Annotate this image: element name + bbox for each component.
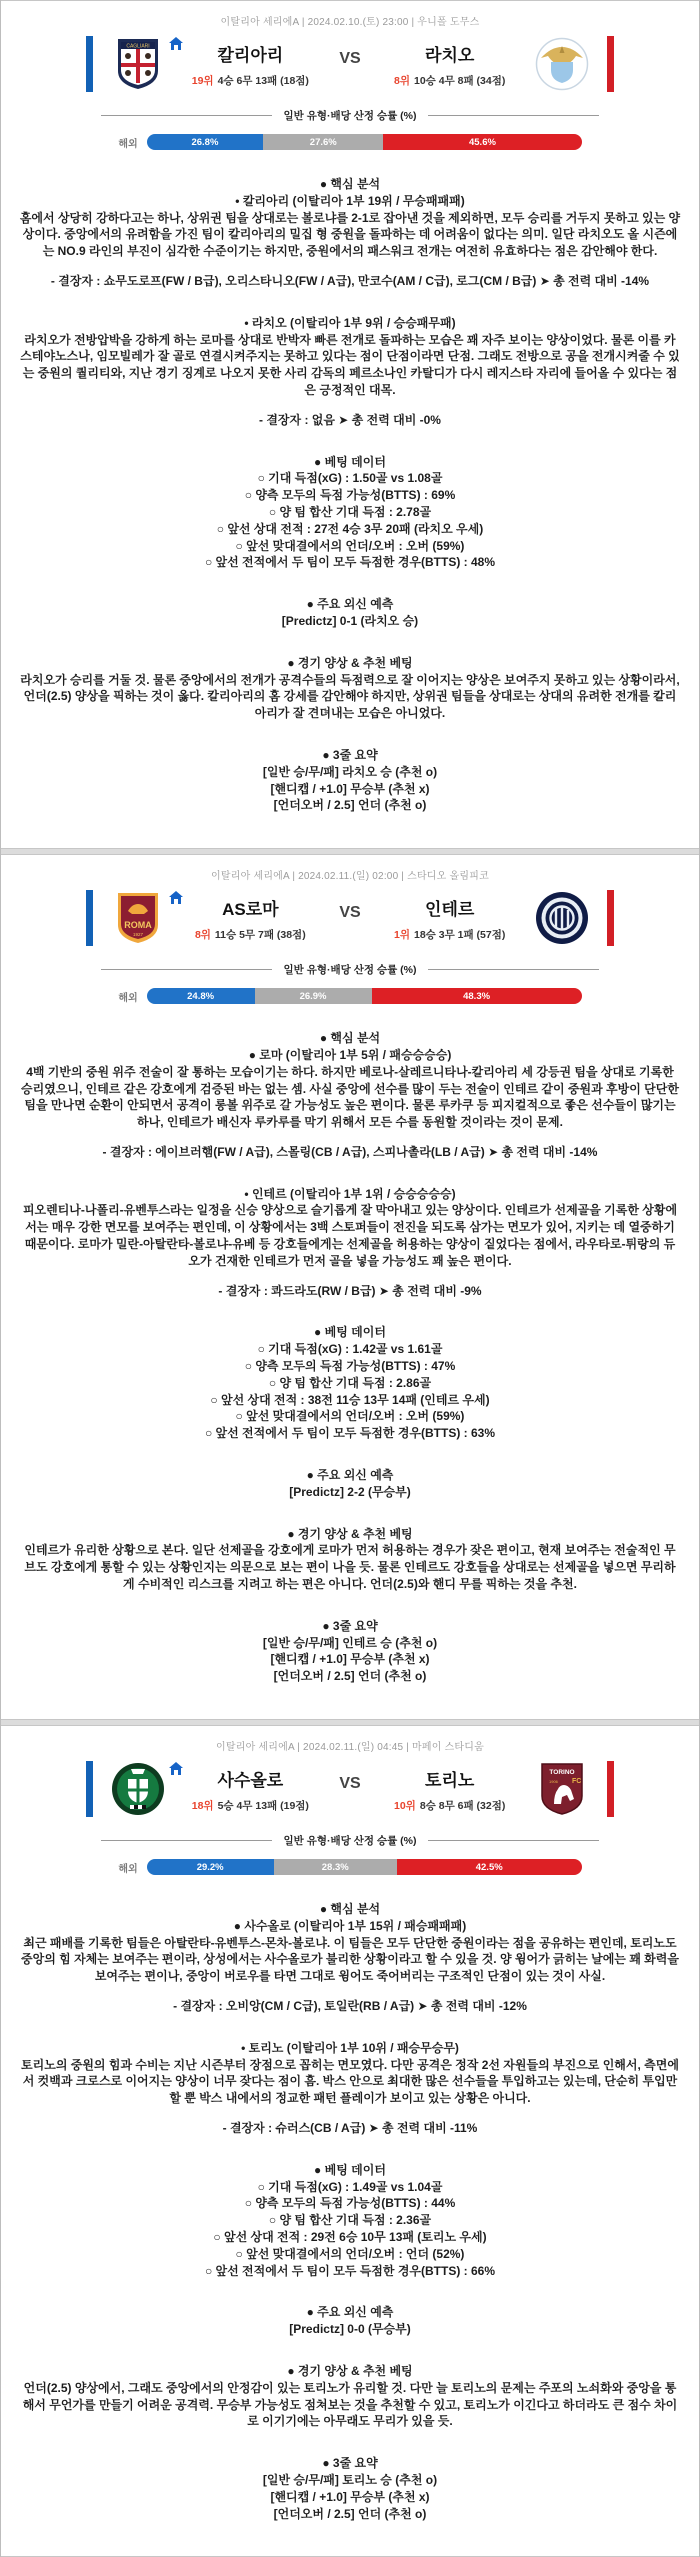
data-line: ○ 앞선 전적에서 두 팀이 모두 득점한 경우(BTTS) : 66% <box>204 2263 496 2278</box>
draw-pct-label: 28.3% <box>321 1861 349 1873</box>
data-line: ○ 앞선 맞대결에서의 언더/오버 : 오버 (59%) <box>235 538 465 553</box>
home-team-record: 11승 5무 7패 (38점) <box>214 928 306 941</box>
section-heading: ● 핵심 분석 <box>319 177 381 191</box>
section-heading: ● 베팅 데이터 <box>314 1325 386 1340</box>
win-rate-row <box>9 1859 691 1875</box>
odds-divider <box>101 108 599 123</box>
absentee-note: - 결장자 : 쇼무도로프(FW / B급), 오리스타니오(FW / A급), 만코수(AM / C급), 로그(CM / B급) ➤ 총 전력 대비 -14% <box>50 273 650 288</box>
data-line: ○ 기대 득점(xG) : 1.49골 vs 1.04골 <box>257 2179 443 2194</box>
away-crest <box>533 1761 591 1817</box>
data-line: ○ 기대 득점(xG) : 1.42골 vs 1.61골 <box>257 1342 443 1357</box>
away-team-record: 18승 3무 1패 (57점) <box>413 928 506 941</box>
analysis-content <box>9 1901 691 2522</box>
home-team-record-row <box>171 1798 329 1813</box>
divider-line <box>428 1840 599 1841</box>
match-card-sassuolo-torino <box>1 1725 699 2557</box>
team-bullet-line: • 라치오 (이탈리아 1부 9위 / 승승패무패) <box>244 315 456 330</box>
match-header <box>9 890 691 946</box>
home-crest <box>109 1761 167 1817</box>
data-line: ○ 앞선 상대 전적 : 29전 6승 10무 13패 (토리노 우세) <box>213 2229 487 2244</box>
away-team <box>367 895 533 942</box>
section-heading: ● 베팅 데이터 <box>314 454 386 469</box>
match-header <box>9 36 691 92</box>
cagliari-logo-icon <box>115 37 161 91</box>
data-line: [Predictz] 2-2 (무승부) <box>289 1484 411 1499</box>
team-bullet-line: ● 로마 (이탈리아 1부 5위 / 패승승승승) <box>248 1047 452 1062</box>
win-rate-source-label: 해외 <box>118 992 138 1004</box>
analysis-paragraph: 최근 패배를 기록한 팀들은 아탈란타-유벤투스-몬차-볼로냐. 이 팀들은 모두 단단한 중원이라는 점을 공유하는 편인데, 토리노도 중앙의 힘 자체는 보여주는 편이라, 상성에서는 사수올로가 불리한 상황이라고 할 수 있을 것. 양 윙어가 긁히는 날에는 꽤 화력을 보여주는 편이나, 중앙이 버로우를 타면 그대로 윙어도 죽어버리는 구조적인 단점이 있는 것이 사실. <box>21 1935 679 1984</box>
match-meta: 이탈리아 세리에A | 2024.02.11.(일) 02:00 | 스타디오 올림피코 <box>211 871 489 883</box>
draw-pct-label: 26.9% <box>299 990 327 1002</box>
away-team-record-row <box>371 927 529 942</box>
data-line: [일반 승/무/패] 토리노 승 (추천 o) <box>262 2472 438 2487</box>
home-win-pct-label: 24.8% <box>187 990 215 1002</box>
svg-text:FC: FC <box>571 1778 582 1786</box>
data-line: ○ 양측 모두의 득점 가능성(BTTS) : 69% <box>244 488 456 503</box>
data-line: ○ 앞선 전적에서 두 팀이 모두 득점한 경우(BTTS) : 48% <box>204 555 496 570</box>
analysis-content <box>9 1030 691 1685</box>
home-team-name: 칼리아리 <box>217 45 284 65</box>
away-team-name: 라치오 <box>425 45 475 65</box>
away-team-name: 토리노 <box>425 1770 475 1790</box>
home-win-segment <box>147 1859 274 1875</box>
away-team-record: 10승 4무 8패 (34점) <box>413 74 506 87</box>
odds-divider-label: 일반 유형·배당 산정 승률 (%) <box>283 1835 417 1848</box>
absentee-note: - 결장자 : 없음 ➤ 총 전력 대비 -0% <box>259 412 441 427</box>
section-heading: ● 3줄 요약 <box>322 2456 378 2471</box>
analysis-paragraph: 라치오가 전방압박을 강하게 하는 로마를 상대로 반박자 빠른 전개로 돌파하는 모습은 꽤 자주 보이는 양상이었다. 물론 이를 카스테야노스나, 임모빌레가 잘 골로 연결시켜주지는 못하고 있다는 점이 단점이라면 단점. 그래도 전방으로 공을 전개시켜줄 수 있는 중원의 퀄리티와, 지난 경기 징계로 나오지 못한 사리 감독의 페르소나인 카탈디가 다시 레지스타 자리에 들어올 수 있다는 점은 긍정적인 대목. <box>20 332 680 397</box>
analysis-paragraph: 라치오가 승리를 거둘 것. 물론 중앙에서의 전개가 공격수들의 득점력으로 잘 이어지는 양상은 보여주지 못하고 있는 상황이라서, 언더(2.5) 양상을 픽하는 것이 옳다. 칼리아리의 홈 강세를 감안해야 하지만, 상위권 팀들을 상대로는 상대의 유려한 전개를 칼리아리가 잘 견뎌내는 모습은 아니었다. <box>20 672 680 721</box>
win-rate-source-label: 해외 <box>118 1863 138 1875</box>
data-line: ○ 기대 득점(xG) : 1.50골 vs 1.08골 <box>257 471 443 486</box>
away-win-segment <box>397 1859 582 1875</box>
divider-line <box>101 115 272 116</box>
home-win-segment <box>147 988 255 1004</box>
absentee-note: - 결장자 : 오비앙(CM / C급), 토일란(RB / A급) ➤ 총 전력 대비 -12% <box>173 1999 527 2013</box>
match-meta: 이탈리아 세리에A | 2024.02.10.(토) 23:00 | 우니폴 도무스 <box>220 17 480 28</box>
odds-divider-label: 일반 유형·배당 산정 승률 (%) <box>283 964 417 977</box>
match-meta: 이탈리아 세리에A | 2024.02.11.(일) 04:45 | 마페이 스타디움 <box>215 1742 485 1754</box>
roma-logo-icon <box>115 891 161 945</box>
home-accent-bar <box>86 1761 93 1817</box>
away-win-segment <box>372 988 582 1004</box>
away-team-record-row <box>371 1798 529 1813</box>
data-line: [언더오버 / 2.5] 언더 (추천 o) <box>273 798 427 813</box>
home-team <box>167 1766 333 1813</box>
svg-text:ROMA: ROMA <box>124 920 153 931</box>
win-rate-bar <box>147 988 582 1004</box>
data-line: ○ 양측 모두의 득점 가능성(BTTS) : 44% <box>244 2196 456 2211</box>
draw-segment <box>274 1859 397 1875</box>
data-line: [일반 승/무/패] 라치오 승 (추천 o) <box>262 764 438 779</box>
analysis-paragraph: 토리노의 중원의 힘과 수비는 지난 시즌부터 장점으로 꼽히는 면모였다. 다만 공격은 정작 2선 자원들의 부진으로 인해서, 측면에서 컷백과 크로스로 이어지는 양상이 너무 잦다는 점이 흠. 박스 안으로 최대한 많은 선수들을 투입하고는 있는데, 단순히 투입만 할 뿐 박스 내에서의 정교한 패턴 플레이가 보이고 있는 상황은 아니다. <box>21 2057 679 2106</box>
data-line: [핸디캡 / +1.0] 무승부 (추천 x) <box>270 1652 430 1667</box>
away-team-record-row <box>371 73 529 88</box>
win-rate-source-label: 해외 <box>118 138 138 150</box>
sassuolo-logo-icon <box>111 1762 165 1816</box>
svg-text:CAGLIARI: CAGLIARI <box>126 43 150 50</box>
home-team <box>167 895 333 942</box>
win-rate-bar <box>147 1859 582 1875</box>
lazio-logo-icon <box>535 37 589 91</box>
team-bullet-line: • 칼리아리 (이탈리아 1부 19위 / 무승패패패) <box>235 193 465 208</box>
data-line: [핸디캡 / +1.0] 무승부 (추천 x) <box>270 2489 430 2504</box>
absentee-note: - 결장자 : 콰드라도(RW / B급) ➤ 총 전력 대비 -9% <box>218 1283 482 1298</box>
home-icon <box>169 891 183 904</box>
away-team-rank: 8위 <box>394 74 410 87</box>
divider-line <box>101 1840 272 1841</box>
svg-text:1906: 1906 <box>548 1779 558 1785</box>
home-crest <box>109 890 167 946</box>
odds-divider <box>101 962 599 977</box>
home-team-record: 5승 4무 13패 (19점) <box>217 1799 309 1812</box>
data-line: ○ 앞선 상대 전적 : 38전 11승 13무 14패 (인테르 우세) <box>210 1392 490 1407</box>
data-line: [Predictz] 0-1 (라치오 승) <box>281 613 419 628</box>
data-line: ○ 양측 모두의 득점 가능성(BTTS) : 47% <box>244 1359 456 1374</box>
analysis-paragraph: 홈에서 상당히 강하다고는 하나, 상위권 팀을 상대로는 볼로냐를 2-1로 잡아낸 것을 제외하면, 모두 승리를 거두지 못하고 있는 양상이다. 중앙에서의 유려함을 가진 팀이 칼리아리의 밀집 형 중원을 돌파하는 데 어려움이 없다는 의미. 일단 라치오도 올 시즌에는 NO.9 라인의 부진이 심각한 수준이기는 하지만, 중원에서의 패스워크 전개는 여전히 유효하다는 점은 감안해야 한다. <box>19 210 681 259</box>
data-line: [핸디캡 / +1.0] 무승부 (추천 x) <box>270 781 430 796</box>
match-card-roma-inter <box>1 854 699 1720</box>
win-rate-row <box>9 134 691 150</box>
section-heading: ● 베팅 데이터 <box>314 2162 386 2177</box>
away-team <box>367 1766 533 1813</box>
analysis-content <box>9 176 691 814</box>
data-line: [Predictz] 0-0 (무승부) <box>289 2322 411 2337</box>
data-line: ○ 앞선 맞대결에서의 언더/오버 : 오버 (59%) <box>235 1409 465 1424</box>
away-win-pct-label: 42.5% <box>475 1861 503 1873</box>
draw-pct-label: 27.6% <box>309 136 337 148</box>
away-team-record: 8승 8무 6패 (32점) <box>419 1799 506 1812</box>
match-header <box>9 1761 691 1817</box>
vs-label: VS <box>339 50 361 67</box>
home-accent-bar <box>86 36 93 92</box>
odds-divider-label: 일반 유형·배당 산정 승률 (%) <box>283 110 417 122</box>
analysis-paragraph: 4백 기반의 중원 위주 전술이 잘 통하는 모습이기는 하다. 하지만 베로나-살레르니타나-칼리아리 세 강등권 팀을 상대로 기록한 승리였으니, 인테르 같은 강호에게 검증된 바는 없는 셈. 사실 중앙에 선수를 많이 두는 전술이 인테르 같이 중원과 후방이 단단한 팀을 만나면 순환이 안되면서 공격이 롱볼 위주로 갈 가능성도 높은 편이다. 물론 루카쿠 등 피지컬적으로 좋은 선수들이 많기는 하나, 인테르가 배신자 루카루를 막기 위해서 모든 수를 동원할 것이라는 것이 문제. <box>21 1064 679 1130</box>
away-accent-bar <box>607 890 614 946</box>
svg-text:TORINO: TORINO <box>549 1769 575 1777</box>
data-line: ○ 앞선 맞대결에서의 언더/오버 : 언더 (52%) <box>235 2246 465 2261</box>
section-heading: ● 3줄 요약 <box>322 747 378 762</box>
section-heading: ● 경기 양상 & 추천 베팅 <box>287 2363 413 2378</box>
section-heading: ● 주요 외신 예측 <box>306 1468 394 1483</box>
torino-logo-icon <box>539 1762 585 1816</box>
team-bullet-line: ● 사수올로 (이탈리아 1부 15위 / 패승패패패) <box>233 1918 467 1933</box>
match-card-cagliari-lazio <box>1 0 699 849</box>
section-heading: ● 핵심 분석 <box>319 1031 381 1046</box>
home-icon <box>169 37 183 50</box>
home-team-record-row <box>171 73 329 88</box>
analysis-paragraph: 인테르가 유리한 상황으로 본다. 일단 선제골을 강호에게 로마가 먼저 허용하는 경우가 잦은 편이고, 현재 보여주는 전술적인 무브도 강호에게 통할 수 있는 상황인지는 의문으로 보는 편이 나을 듯. 물론 인테르도 강호들을 상대로는 선제골을 넣으면 무리하게 수비적인 리스크를 지려고 하는 편은 아니다. 언더(2.5)와 핸디 무를 픽하는 것을 추천. <box>24 1543 676 1592</box>
away-win-segment <box>383 134 581 150</box>
away-team <box>367 41 533 88</box>
section-heading: ● 주요 외신 예측 <box>306 2305 394 2320</box>
data-line: ○ 양 팀 합산 기대 득점 : 2.86골 <box>268 1375 432 1390</box>
win-rate-row <box>9 988 691 1004</box>
win-rate-bar <box>147 134 582 150</box>
away-team-name: 인테르 <box>425 899 475 919</box>
away-team-rank: 1위 <box>394 928 410 941</box>
team-bullet-line: • 인테르 (이탈리아 1부 1위 / 승승승승승) <box>244 1186 456 1201</box>
data-line: [일반 승/무/패] 인테르 승 (추천 o) <box>262 1635 438 1650</box>
home-team-name: AS로마 <box>222 899 279 919</box>
home-team-rank: 8위 <box>194 928 211 941</box>
away-win-pct-label: 45.6% <box>468 136 496 148</box>
svg-text:1927: 1927 <box>133 932 144 938</box>
home-win-segment <box>147 134 264 150</box>
team-bullet-line: • 토리노 (이탈리아 1부 10위 / 패승무승무) <box>241 2040 459 2055</box>
home-team-name: 사수올로 <box>217 1770 284 1790</box>
away-team-rank: 10위 <box>394 1799 416 1812</box>
home-team-record: 4승 6무 13패 (18점) <box>217 74 309 87</box>
away-crest <box>533 890 591 946</box>
section-heading: ● 핵심 분석 <box>319 1902 381 1917</box>
away-win-pct-label: 48.3% <box>463 990 491 1002</box>
analysis-paragraph: 피오렌티나-나폴리-유벤투스라는 일정을 신승 양상으로 슬기롭게 잘 막아내고 있는 양상이다. 인테르가 선제골을 기록한 상황에서는 매우 강한 면모를 보여주는 편인데, 이 상황에서는 3백 스토퍼들이 전진을 되도록 삼가는 면모가 있어, 지키는 데 열중하기 때문이다. 로마가 밀란-아탈란타-볼로냐-유베 등 강호들에게는 선제골을 허용하는 양상이 짙었다는 점에서, 라우타로-튀랑의 듀오가 건재한 인테르가 먼저 골을 넣을 가능성도 꽤 높은 편이다. <box>22 1203 678 1268</box>
home-icon <box>169 1762 183 1775</box>
home-team <box>167 41 333 88</box>
away-accent-bar <box>607 36 614 92</box>
home-win-pct-label: 26.8% <box>191 136 219 148</box>
data-line: ○ 양 팀 합산 기대 득점 : 2.36골 <box>268 2213 432 2228</box>
home-win-pct-label: 29.2% <box>196 1861 224 1873</box>
home-team-rank: 19위 <box>191 74 214 87</box>
absentee-note: - 결장자 : 에이브러햄(FW / A급), 스몰링(CB / A급), 스피나촐라(LB / A급) ➤ 총 전력 대비 -14% <box>102 1144 598 1159</box>
analysis-paragraph: 언더(2.5) 양상에서, 그래도 중앙에서의 안정감이 있는 토리노가 유리할 것. 다만 늘 토리노의 문제는 주포의 노쇠화와 중앙을 통해서 무언가를 만들기 어려운 공격력. 무승부 가능성도 점쳐보는 것을 추천할 수 있고, 토리노가 이긴다고 하더라도 큰 점수 차이로 이기기에는 아무래도 무리가 있을 듯. <box>22 2380 678 2429</box>
vs-label: VS <box>339 904 361 922</box>
data-line: ○ 앞선 상대 전적 : 27전 4승 3무 20패 (라치오 우세) <box>216 521 484 536</box>
away-accent-bar <box>607 1761 614 1817</box>
divider-line <box>428 969 599 970</box>
odds-divider <box>101 1833 599 1848</box>
home-crest <box>109 36 167 92</box>
home-accent-bar <box>86 890 93 946</box>
section-heading: ● 경기 양상 & 추천 베팅 <box>287 655 413 670</box>
away-crest <box>533 36 591 92</box>
divider-line <box>101 969 272 970</box>
home-team-rank: 18위 <box>191 1799 214 1812</box>
vs-label: VS <box>339 1775 361 1793</box>
inter-logo-icon <box>535 891 589 945</box>
divider-line <box>428 115 599 116</box>
data-line: [언더오버 / 2.5] 언더 (추천 o) <box>273 2506 427 2521</box>
draw-segment <box>255 988 372 1004</box>
absentee-note: - 결장자 : 슈러스(CB / A급) ➤ 총 전력 대비 -11% <box>222 2120 478 2135</box>
section-heading: ● 3줄 요약 <box>322 1618 378 1633</box>
draw-segment <box>263 134 383 150</box>
data-line: ○ 양 팀 합산 기대 득점 : 2.78골 <box>268 504 432 519</box>
data-line: [언더오버 / 2.5] 언더 (추천 o) <box>273 1669 427 1684</box>
section-heading: ● 주요 외신 예측 <box>306 597 394 612</box>
section-heading: ● 경기 양상 & 추천 베팅 <box>287 1526 413 1541</box>
data-line: ○ 앞선 전적에서 두 팀이 모두 득점한 경우(BTTS) : 63% <box>204 1426 496 1441</box>
home-team-record-row <box>171 927 329 942</box>
